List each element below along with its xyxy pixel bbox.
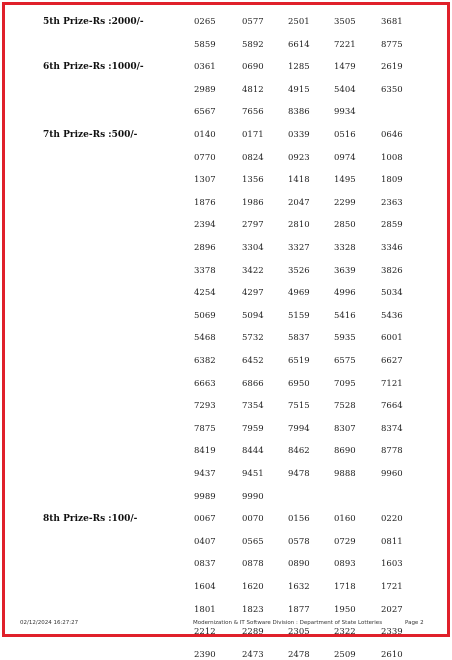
ticket-number: 5159 bbox=[288, 310, 310, 321]
ticket-number: 0837 bbox=[194, 559, 216, 570]
ticket-number: 0893 bbox=[334, 559, 356, 570]
ticket-number: 1307 bbox=[194, 175, 216, 186]
ticket-number: 2509 bbox=[334, 649, 356, 660]
ticket-number: 2305 bbox=[288, 627, 310, 638]
ticket-number: 0878 bbox=[242, 559, 264, 570]
ticket-number: 7515 bbox=[288, 401, 310, 412]
ticket-number: 2027 bbox=[381, 604, 403, 615]
ticket-number: 2289 bbox=[242, 627, 264, 638]
ticket-number: 3505 bbox=[334, 17, 356, 27]
ticket-number: 3346 bbox=[381, 243, 403, 253]
ticket-number: 0516 bbox=[334, 130, 356, 140]
ticket-number: 9451 bbox=[242, 469, 264, 479]
ticket-number: 7095 bbox=[334, 378, 356, 389]
ticket-number: 2047 bbox=[288, 197, 310, 208]
ticket-number: 4254 bbox=[194, 288, 216, 299]
ticket-number: 6663 bbox=[194, 378, 216, 389]
ticket-number: 2339 bbox=[381, 627, 403, 638]
ticket-number: 8775 bbox=[381, 39, 403, 50]
ticket-number: 9934 bbox=[334, 107, 356, 118]
ticket-number: 6950 bbox=[288, 378, 310, 389]
ticket-number: 0646 bbox=[381, 130, 403, 140]
ticket-number: 6567 bbox=[194, 107, 216, 118]
ticket-number: 3526 bbox=[288, 265, 310, 276]
ticket-number: 2322 bbox=[334, 627, 356, 638]
ticket-number: 5732 bbox=[242, 333, 264, 344]
ticket-number: 0156 bbox=[288, 514, 310, 525]
ticket-number: 5859 bbox=[194, 39, 216, 50]
ticket-number: 3681 bbox=[381, 17, 403, 27]
ticket-number: 8419 bbox=[194, 446, 216, 457]
ticket-number: 1418 bbox=[288, 175, 310, 186]
ticket-number: 0770 bbox=[194, 152, 216, 163]
ticket-number: 7664 bbox=[381, 401, 403, 412]
ticket-number: 5416 bbox=[334, 310, 356, 321]
ticket-number: 0140 bbox=[194, 130, 216, 140]
ticket-number: 1876 bbox=[194, 197, 216, 208]
ticket-number: 9437 bbox=[194, 469, 216, 479]
ticket-number: 5436 bbox=[381, 310, 403, 321]
ticket-number: 1950 bbox=[334, 604, 356, 615]
ticket-number: 1877 bbox=[288, 604, 310, 615]
ticket-number: 5837 bbox=[288, 333, 310, 344]
ticket-number: 4969 bbox=[288, 288, 310, 299]
ticket-number: 3378 bbox=[194, 265, 216, 276]
ticket-number: 4915 bbox=[288, 84, 310, 95]
ticket-number: 2473 bbox=[242, 649, 264, 660]
ticket-number: 0824 bbox=[242, 152, 264, 163]
ticket-number: 0923 bbox=[288, 152, 310, 163]
ticket-number: 1632 bbox=[288, 582, 310, 592]
ticket-number: 2299 bbox=[334, 197, 356, 208]
ticket-number: 8462 bbox=[288, 446, 310, 457]
ticket-number: 8778 bbox=[381, 446, 403, 457]
ticket-number: 2363 bbox=[381, 197, 403, 208]
prize-label: 8th Prize-Rs :100/- bbox=[43, 514, 138, 525]
ticket-number: 6627 bbox=[381, 356, 403, 366]
ticket-number: 0339 bbox=[288, 130, 310, 140]
ticket-number: 6519 bbox=[288, 356, 310, 366]
ticket-number: 7221 bbox=[334, 39, 356, 50]
ticket-number: 2810 bbox=[288, 220, 310, 231]
ticket-number: 7656 bbox=[242, 107, 264, 118]
page-number: Page 2 bbox=[405, 620, 424, 626]
ticket-number: 1809 bbox=[381, 175, 403, 186]
ticket-number: 6866 bbox=[242, 378, 264, 389]
ticket-number: 0160 bbox=[334, 514, 356, 525]
ticket-number: 3327 bbox=[288, 243, 310, 253]
ticket-number: 1356 bbox=[242, 175, 264, 186]
ticket-number: 2797 bbox=[242, 220, 264, 231]
ticket-number: 0890 bbox=[288, 559, 310, 570]
ticket-number: 0407 bbox=[194, 536, 216, 547]
ticket-number: 5034 bbox=[381, 288, 403, 299]
ticket-number: 2989 bbox=[194, 84, 216, 95]
ticket-number: 5468 bbox=[194, 333, 216, 344]
ticket-number: 6614 bbox=[288, 39, 310, 50]
ticket-number: 0565 bbox=[242, 536, 264, 547]
ticket-number: 0067 bbox=[194, 514, 216, 525]
ticket-number: 8690 bbox=[334, 446, 356, 457]
ticket-number: 2212 bbox=[194, 627, 216, 638]
ticket-number: 2850 bbox=[334, 220, 356, 231]
ticket-number: 7293 bbox=[194, 401, 216, 412]
ticket-number: 8444 bbox=[242, 446, 264, 457]
ticket-number: 2859 bbox=[381, 220, 403, 231]
ticket-number: 9888 bbox=[334, 469, 356, 479]
ticket-number: 5069 bbox=[194, 310, 216, 321]
print-timestamp: 02/12/2024 16:27:27 bbox=[20, 620, 79, 626]
ticket-number: 4812 bbox=[242, 84, 264, 95]
ticket-number: 1721 bbox=[381, 582, 403, 592]
division-footer: Modernization & IT Software Division : Department of State Lotteries bbox=[193, 620, 383, 626]
ticket-number: 0578 bbox=[288, 536, 310, 547]
ticket-number: 4996 bbox=[334, 288, 356, 299]
ticket-number: 7121 bbox=[381, 378, 403, 389]
ticket-number: 6350 bbox=[381, 84, 403, 95]
ticket-number: 1986 bbox=[242, 197, 264, 208]
ticket-number: 8374 bbox=[381, 423, 403, 434]
ticket-number: 0070 bbox=[242, 514, 264, 525]
ticket-number: 0729 bbox=[334, 536, 356, 547]
ticket-number: 9478 bbox=[288, 469, 310, 479]
ticket-number: 0361 bbox=[194, 62, 216, 73]
ticket-number: 0265 bbox=[194, 17, 216, 27]
ticket-number: 1495 bbox=[334, 175, 356, 186]
ticket-number: 2390 bbox=[194, 649, 216, 660]
ticket-number: 0690 bbox=[242, 62, 264, 73]
ticket-number: 3304 bbox=[242, 243, 264, 253]
prize-label: 7th Prize-Rs :500/- bbox=[43, 130, 138, 140]
ticket-number: 0171 bbox=[242, 130, 264, 140]
ticket-number: 3422 bbox=[242, 265, 264, 276]
ticket-number: 3639 bbox=[334, 265, 356, 276]
ticket-number: 7354 bbox=[242, 401, 264, 412]
ticket-number: 6452 bbox=[242, 356, 264, 366]
ticket-number: 1801 bbox=[194, 604, 216, 615]
ticket-number: 2896 bbox=[194, 243, 216, 253]
ticket-number: 7528 bbox=[334, 401, 356, 412]
ticket-number: 5892 bbox=[242, 39, 264, 50]
ticket-number: 3826 bbox=[381, 265, 403, 276]
ticket-number: 9990 bbox=[242, 491, 264, 502]
ticket-number: 9960 bbox=[381, 469, 403, 479]
ticket-number: 8386 bbox=[288, 107, 310, 118]
prize-label: 6th Prize-Rs :1000/- bbox=[43, 62, 144, 73]
ticket-number: 1603 bbox=[381, 559, 403, 570]
ticket-number: 1823 bbox=[242, 604, 264, 615]
ticket-number: 5935 bbox=[334, 333, 356, 344]
ticket-number: 7875 bbox=[194, 423, 216, 434]
ticket-number: 0811 bbox=[381, 536, 403, 547]
ticket-number: 3328 bbox=[334, 243, 356, 253]
ticket-number: 5094 bbox=[242, 310, 264, 321]
ticket-number: 1620 bbox=[242, 582, 264, 592]
ticket-number: 5404 bbox=[334, 84, 356, 95]
ticket-number: 2619 bbox=[381, 62, 403, 73]
ticket-number: 6001 bbox=[381, 333, 403, 344]
ticket-number: 8307 bbox=[334, 423, 356, 434]
ticket-number: 0220 bbox=[381, 514, 403, 525]
ticket-number: 6382 bbox=[194, 356, 216, 366]
ticket-number: 6575 bbox=[334, 356, 356, 366]
ticket-number: 1604 bbox=[194, 582, 216, 592]
ticket-number: 4297 bbox=[242, 288, 264, 299]
ticket-number: 2394 bbox=[194, 220, 216, 231]
ticket-number: 0974 bbox=[334, 152, 356, 163]
ticket-number: 9989 bbox=[194, 491, 216, 502]
ticket-number: 1285 bbox=[288, 62, 310, 73]
ticket-number: 2610 bbox=[381, 649, 403, 660]
ticket-number: 1008 bbox=[381, 152, 403, 163]
ticket-number: 2501 bbox=[288, 17, 310, 27]
ticket-number: 0577 bbox=[242, 17, 264, 27]
ticket-number: 7994 bbox=[288, 423, 310, 434]
ticket-number: 7959 bbox=[242, 423, 264, 434]
ticket-number: 1718 bbox=[334, 582, 356, 592]
ticket-number: 2478 bbox=[288, 649, 310, 660]
ticket-number: 1479 bbox=[334, 62, 356, 73]
prize-label: 5th Prize-Rs :2000/- bbox=[43, 17, 144, 27]
